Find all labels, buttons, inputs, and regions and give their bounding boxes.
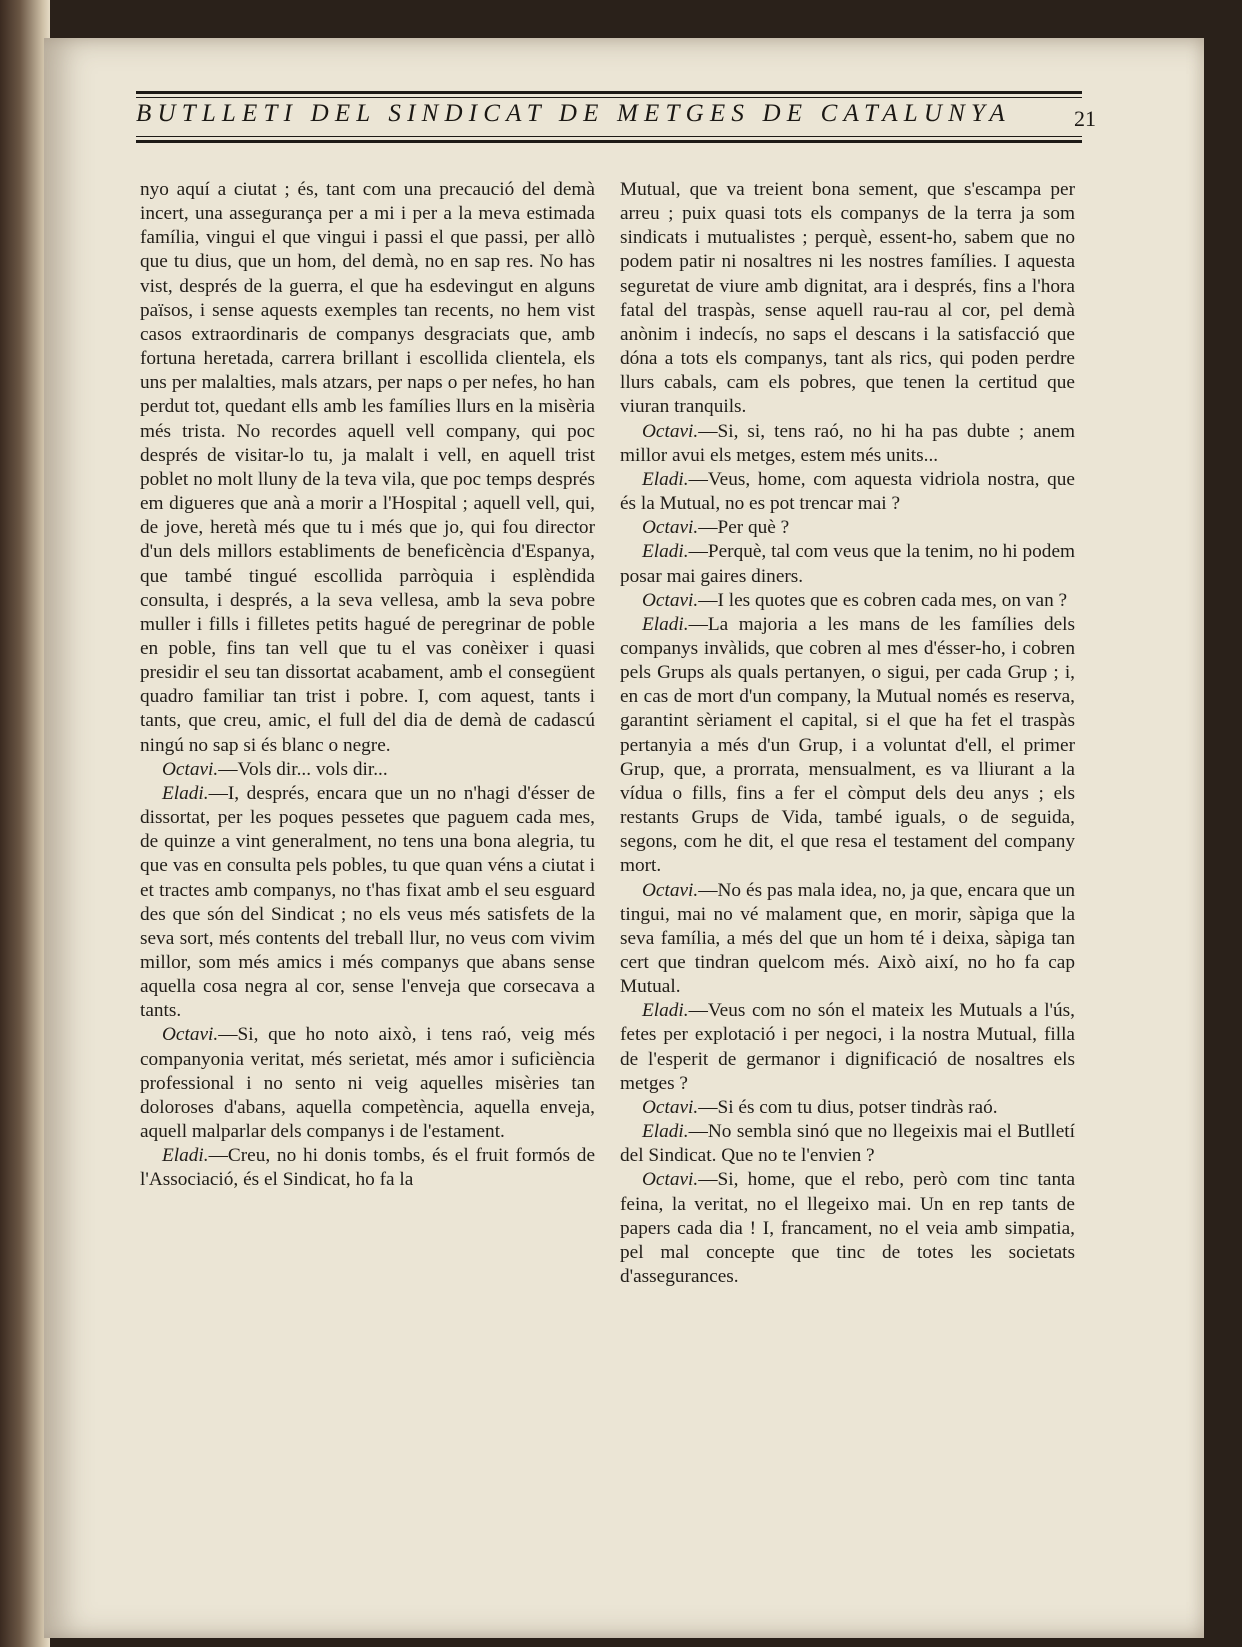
right-column	[620, 178, 1075, 1289]
speech-text: —Si, que ho noto això, i tens raó, veig més companyonia veritat, més serietat, més amor i suficiència professional i no sento ni veig aquelles misèries tan doloroses d'abans, aquella competència, aquella enveja, aquell malparlar dels companys i de l'estament.	[140, 1024, 595, 1143]
speaker-name: Eladi.	[642, 613, 689, 635]
header-rule-top	[136, 91, 1082, 94]
speaker-name: Eladi.	[642, 1121, 689, 1143]
dialogue-paragraph	[620, 468, 1075, 516]
speaker-name: Eladi.	[642, 468, 689, 490]
dialogue-paragraph	[620, 516, 1075, 540]
speaker-name: Octavi.	[642, 589, 699, 611]
speaker-name: Octavi.	[642, 1169, 699, 1191]
speaker-name: Octavi.	[642, 879, 699, 901]
speaker-name: Octavi.	[162, 758, 219, 780]
dialogue-paragraph	[140, 758, 595, 782]
header-rule-top-thin	[136, 97, 1082, 98]
running-head: BUTLLETI DEL SINDICAT DE METGES DE CATALUNYA	[136, 100, 1011, 127]
dialogue-paragraph	[620, 420, 1075, 468]
speaker-name: Eladi.	[642, 541, 689, 563]
speaker-name: Octavi.	[642, 517, 699, 539]
dialogue-paragraph	[620, 540, 1075, 588]
dialogue-paragraph	[140, 1023, 595, 1144]
speech-text: —No sembla sinó que no llegeixis mai el Butlletí del Sindicat. Que no te l'envien ?	[620, 1121, 1075, 1167]
dialogue-paragraph	[620, 1120, 1075, 1168]
speaker-name: Eladi.	[162, 1145, 209, 1167]
speech-text: —Per què ?	[698, 517, 790, 539]
speech-text: —Veus com no són el mateix les Mutuals a l'ús, fetes per explotació i per negoci, i la nostra Mutual, filla de l'esperit de germanor i dignificació de nosaltres els metges ?	[620, 1000, 1075, 1094]
book-binding-edge	[0, 0, 50, 1647]
text-paragraph: Mutual, que va treient bona sement, que s'escampa per arreu ; puix quasi tots els companys de la terra ja som sindicats i mutualistes ; perquè, essent-ho, sabem que no podem patir ni nosaltres ni les nostres famílies. I aquesta seguretat de viure amb dignitat, ara i després, fins a l'hora fatal del traspàs, sense aquell rau-rau al cor, pel demà anònim i indecís, no saps el descans i la satisfacció que dóna a tots els companys, tant als rics, qui poden perdre llurs cabals, cam els pobres, que tenen la certitud que viuran tranquils.	[620, 179, 1075, 418]
speaker-name: Eladi.	[642, 1000, 689, 1022]
speech-text: —Si és com tu dius, potser tindràs raó.	[698, 1096, 998, 1118]
speech-text: —Creu, no hi donis tombs, és el fruit formós de l'Associació, és el Sindicat, ho fa la	[140, 1145, 595, 1191]
dialogue-paragraph	[620, 1168, 1075, 1289]
dialogue-paragraph	[140, 1144, 595, 1192]
speech-text: —No és pas mala idea, no, ja que, encara que un tingui, mai no vé malament que, en morir, sàpiga que la seva família, a més del que un hom té i deixa, sàpiga tan cert que tindran quelcom més. Això així, no ho fa cap Mutual.	[620, 879, 1075, 998]
dialogue-paragraph	[620, 879, 1075, 1000]
speech-text: —I les quotes que es cobren cada mes, on van ?	[698, 589, 1068, 611]
speaker-name: Octavi.	[642, 420, 699, 442]
text-paragraph: nyo aquí a ciutat ; és, tant com una precaució del demà incert, una assegurança per a mi i per a la meva estimada família, vingui el que vingui i passi el que passi, per allò que tu dius, que un hom, del demà, no en sap res. No has vist, després de la guerra, el que ha esdevingut en alguns països, i sense aquests exemples tan recents, no hem vist casos extraordinaris de companys desgraciats que, amb fortuna heretada, carrera brillant i escollida clientela, els uns per malalties, mals atzars, per naps o per nefes, ho han perdut tot, quedant ells amb les famílies llurs en la misèria més trista. No recordes aquell vell company, qui poc després de visitar-lo tu, ja malalt i vell, en aquell trist poblet no molt lluny de la teva vila, que poc temps després em digueres que anà a morir a l'Hospital ; aquell vell, qui, de jove, heretà més que tu i més que jo, qui fou director d'un dels millors establiments de beneficència d'Espanya, que també tingué escollida parròquia i esplèndida consulta, i després, a la seva vellesa, amb la seva pobre muller i fills i filletes petits hagué de peregrinar de poble en poble, fins tan vell que tu el vas conèixer i quasi presidir el seu tan dissortat acabament, amb el consegüent quadro familiar tan trist i pobre. I, com aquest, tants i tants, que creu, amic, el full del dia de demà de cadascú ningú no sap si és blanc o negre.	[140, 179, 595, 756]
dialogue-paragraph	[140, 782, 595, 1024]
speech-text: —I, després, encara que un no n'hagi d'ésser de dissortat, per les poques pessetes que paguem cada mes, de quinze a vint generalment, no tens una bona alegria, tu que vas en consulta pels pobles, tu que quan véns a ciutat i et tractes amb companys, no t'has fixat amb el seu esguard des que són del Sindicat ; no els veus més satisfets de la seva sort, més contents del treball llur, no veus com vivim millor, som més amics i més companys que abans sense aquella cosa negra al cor, sense l'enveja que corsecava a tants.	[140, 782, 595, 1022]
page-number: 21	[1074, 106, 1096, 131]
speaker-name: Octavi.	[162, 1024, 219, 1046]
dialogue-paragraph	[620, 589, 1075, 613]
dialogue-paragraph	[620, 999, 1075, 1096]
dialogue-paragraph	[620, 613, 1075, 879]
speaker-name: Octavi.	[642, 1096, 699, 1118]
speech-text: —Veus, home, com aquesta vidriola nostra, que és la Mutual, no es pot trencar mai ?	[620, 468, 1075, 515]
speech-text: —La majoria a les mans de les famílies dels companys invàlids, que cobren al mes d'ésser-ho, i cobren pels Grups als quals pertanyen, o sigui, per cada Grup ; i, en cas de mort d'un company, la Mutual només es reserva, garantint sèriament el capital, si el que ha fet el traspàs pertanyia a més d'un Grup, i a voluntat d'ell, el primer Grup, que, a prorrata, mensualment, es va lliurant a la vídua o fills, fins a fer el còmput dels deu anys ; els restants Grups de Vida, també iguals, o de seguida, segons, com he dit, el que resa el testament del company mort.	[620, 613, 1075, 877]
dialogue-paragraph	[620, 1096, 1075, 1120]
page-header	[136, 91, 1096, 161]
header-rule-bottom-thin	[136, 136, 1082, 137]
left-column	[140, 178, 595, 1193]
speech-text: —Si, si, tens raó, no hi ha pas dubte ; anem millor avui els metges, estem més units...	[620, 420, 1075, 466]
speech-text: —Vols dir... vols dir...	[218, 758, 388, 780]
speech-text: —Perquè, tal com veus que la tenim, no hi podem posar mai gaires diners.	[620, 541, 1075, 587]
speech-text: —Si, home, que el rebo, però com tinc tanta feina, la veritat, no el llegeixo mai. Un en rep tants de papers cada dia ! I, francament, no el veia amb simpatia, pel mal concepte que tinc de totes les societats d'assegurances.	[620, 1169, 1075, 1288]
speaker-name: Eladi.	[162, 782, 209, 804]
header-rule-bottom	[136, 140, 1082, 143]
